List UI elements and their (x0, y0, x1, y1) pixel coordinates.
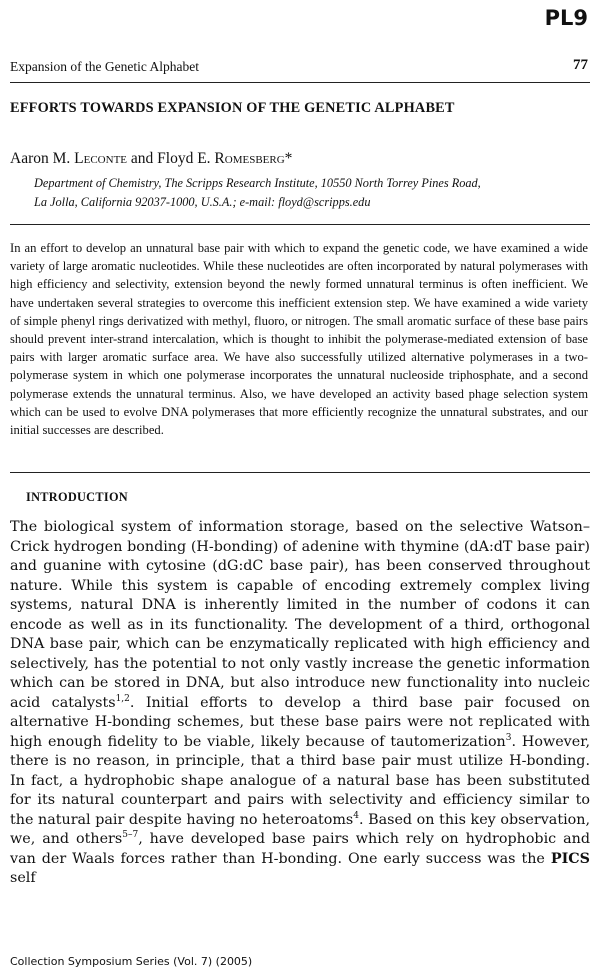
affiliation-line-2: La Jolla, California 92037-1000, U.S.A.; e-mail: floyd@scripps.edu (34, 195, 371, 209)
citation-4: 5–7 (122, 830, 139, 841)
author-line (10, 150, 292, 168)
running-header (10, 56, 590, 83)
intro-text-6: self (10, 870, 36, 886)
intro-text-4: . Based on this key observation, we, and others (10, 811, 591, 847)
author1-last: Leconte (74, 150, 128, 167)
citation-3: 4 (353, 810, 359, 821)
footer-citation: Collection Symposium Series (Vol. 7) (2005) (10, 955, 253, 968)
citation-1: 1,2 (115, 693, 130, 704)
abstract: In an effort to develop an unnatural base pair with which to expand the genetic code, we have examined a wide variety of large aromatic nucleotides. While these nucleotides are often incorporated by natural polymerases with high efficiency and selectivity, extension beyond the newly formed unnatural terminus is often inefficient. We have undertaken several strategies to overcome this inefficient extension step. We have examined a wide variety of simple phenyl rings derivatized with methyl, fluoro, or nitrogen. The small aromatic surface of these base pairs should prevent inter-strand intercalation, which is thought to inhibit the polymerase-mediated extension of base pairs with larger aromatic surface area. We have also successfully utilized alternative polymerases in a two-polymerase system in which one polymerase incorporates the unnatural nucleoside triphosphate, and a second polymerase extends the unnatural terminus. Also, we have developed an activity based phage selection system which can be used to evolve DNA polymerases that more efficiently recognize the unnatural substrates, and our initial successes are described. (10, 241, 588, 438)
introduction-paragraph (10, 518, 590, 889)
intro-text-5: , have developed base pairs which rely on hydrophobic and van der Waals forces rather than H-bonding. One early success was the (10, 831, 590, 867)
intro-text-1: The biological system of information storage, based on the selective Watson–Crick hydrogen bonding (H-bonding) of adenine with thymine (dA:dT base pair) and guanine with cytosine (dG:dC base pair), has been conserved throughout nature. While this system is capable of encoding extremely complex living systems, natural DNA is inherently limited in the number of codons it can encode as well as in its functionality. The development of a third, orthogonal DNA base pair, which can be enzymatically replicated with high efficiency and selectively, has the potential to not only vastly increase the genetic information which can be stored in DNA, but also introduce new functionality into nucleic acid catalysts (10, 519, 590, 711)
author2-last: Romesberg (214, 150, 285, 167)
abstract-top-rule (10, 224, 590, 225)
affiliation (34, 174, 584, 212)
section-heading: INTRODUCTION (26, 490, 128, 504)
affiliation-line-1: Department of Chemistry, The Scripps Research Institute, 10550 North Torrey Pines Road, (34, 176, 481, 190)
intro-text-2: . Initial efforts to develop a third base pair focused on alternative H-bonding schemes, but these base pairs were not replicated with high enough fidelity to be viable, likely because of tautomerization (10, 694, 591, 750)
author-and: and Floyd E. (127, 150, 215, 167)
article-title: EFFORTS TOWARDS EXPANSION OF THE GENETIC ALPHABET (10, 100, 455, 116)
page-number: 77 (573, 57, 588, 73)
citation-2: 3 (505, 732, 512, 743)
corresponding-mark: * (284, 150, 293, 167)
running-title: Expansion of the Genetic Alphabet (10, 59, 199, 74)
abstract-bottom-rule (10, 472, 590, 473)
pics-term: PICS (550, 850, 590, 867)
series-code: PL9 (544, 6, 588, 30)
intro-text-3: . However, there is no reason, in principle, that a third base pair must utilize H-bonding. In fact, a hydrophobic shape analogue of a natural base has been substituted for its natural counterpart and pairs with selectivity and efficiency similar to the natural pair despite having no heteroatoms (10, 733, 591, 828)
author1-first: Aaron M. (10, 150, 75, 167)
